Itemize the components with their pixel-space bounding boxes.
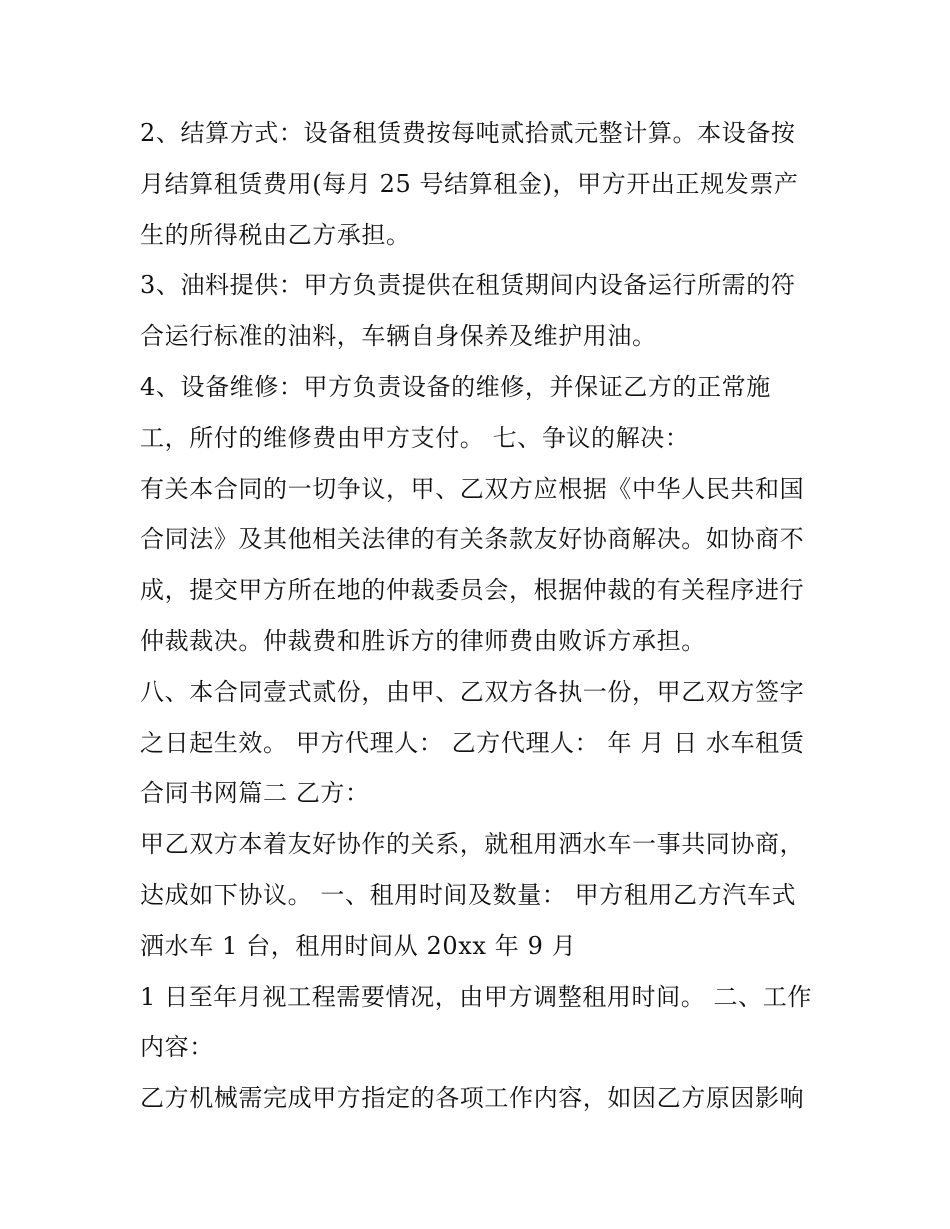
text-line: 合同法》及其他相关法律的有关条款友好协商解决。如协商不 [140, 525, 805, 554]
text-line: 甲乙双方本着友好协作的关系，就租用洒水车一事共同协商， [140, 830, 805, 859]
text-line: 3、油料提供：甲方负责提供在租赁期间内设备运行所需的符 [140, 271, 796, 300]
text-line: 工，所付的维修费由甲方支付。 七、争议的解决： [140, 423, 690, 452]
text-line: 月结算租赁费用(每月 25 号结算租金)，甲方开出正规发票产 [140, 169, 799, 198]
text-line: 合运行标准的油料，车辆自身保养及维护用油。 [140, 322, 657, 351]
text-line: 2、结算方式：设备租赁费按每吨贰拾贰元整计算。本设备按 [140, 119, 796, 147]
text-line: 生的所得税由乙方承担。 [140, 220, 411, 249]
text-line: 有关本合同的一切争议，甲、乙双方应根据《中华人民共和国 [140, 474, 805, 503]
text-line: 合同书网篇二 乙方： [140, 779, 370, 808]
text-line: 乙方机械需完成甲方指定的各项工作内容，如因乙方原因影响 [140, 1084, 805, 1113]
contract-text-block [140, 108, 830, 1124]
text-line: 1 日至年月视工程需要情况，由甲方调整租用时间。 二、工作 [140, 982, 812, 1011]
text-line: 仲裁裁决。仲裁费和胜诉方的律师费由败诉方承担。 [140, 626, 706, 655]
text-line: 之日起生效。 甲方代理人： 乙方代理人： 年 月 日 水车租赁 [140, 728, 805, 757]
text-line: 八、本合同壹式贰份，由甲、乙双方各执一份，甲乙双方签字 [140, 677, 805, 706]
text-line: 4、设备维修：甲方负责设备的维修，并保证乙方的正常施 [140, 372, 771, 401]
text-line: 内容： [140, 1033, 214, 1062]
text-line: 成，提交甲方所在地的仲裁委员会，根据仲裁的有关程序进行 [140, 576, 805, 605]
text-line: 达成如下协议。 一、租用时间及数量： 甲方租用乙方汽车式 [140, 880, 797, 909]
text-line: 洒水车 1 台，租用时间从 20xx 年 9 月 [140, 931, 577, 960]
